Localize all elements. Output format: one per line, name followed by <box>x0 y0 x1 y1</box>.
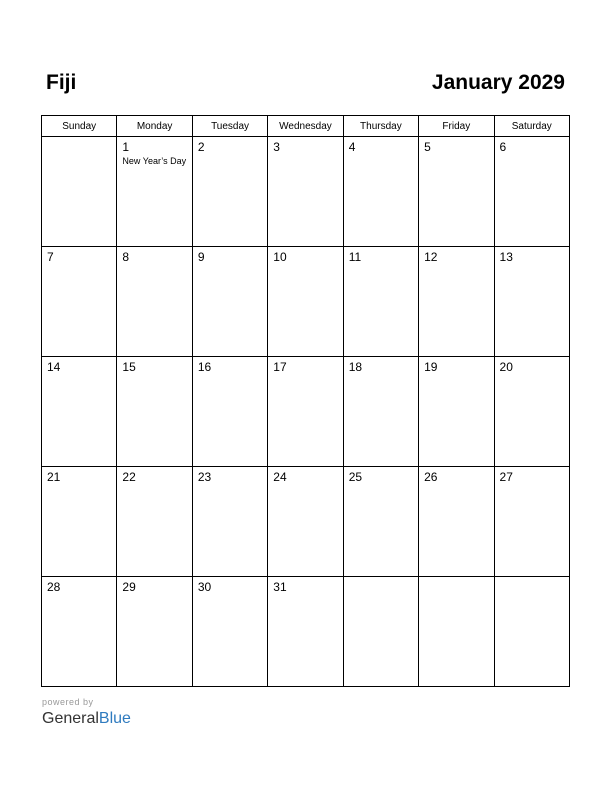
day-number: 31 <box>273 580 287 594</box>
weekday-monday: Monday <box>117 116 192 137</box>
powered-by-label: powered by <box>42 697 94 707</box>
day-cell <box>192 467 267 577</box>
day-cell <box>419 137 494 247</box>
generalblue-logo[interactable] <box>42 709 131 729</box>
weekday-friday: Friday <box>419 116 494 137</box>
day-cell <box>343 137 418 247</box>
day-cell <box>42 467 117 577</box>
month-year-title: January 2029 <box>431 71 565 94</box>
day-cell <box>494 467 569 577</box>
day-number: 13 <box>499 250 513 264</box>
day-number: 7 <box>47 250 54 264</box>
day-number: 16 <box>197 360 212 374</box>
day-cell <box>42 137 117 247</box>
day-cell <box>117 247 192 357</box>
day-number: 3 <box>273 140 280 154</box>
day-cell <box>268 247 343 357</box>
day-cell <box>117 357 192 467</box>
weekday-header-row <box>42 116 570 137</box>
week-row-3 <box>42 357 570 467</box>
day-cell <box>419 577 494 687</box>
day-number: 23 <box>197 470 212 484</box>
day-cell <box>419 247 494 357</box>
day-number: 25 <box>348 470 363 484</box>
day-number: 29 <box>122 580 136 594</box>
day-number: 12 <box>424 250 438 264</box>
day-number: 30 <box>197 580 212 594</box>
weekday-thursday: Thursday <box>343 116 418 137</box>
week-row-4 <box>42 467 570 577</box>
day-cell <box>268 577 343 687</box>
day-cell <box>343 247 418 357</box>
day-number: 11 <box>348 250 362 264</box>
day-number: 4 <box>348 140 356 154</box>
day-cell <box>42 357 117 467</box>
day-cell <box>117 467 192 577</box>
day-number: 19 <box>424 360 438 374</box>
day-number: 8 <box>122 250 130 264</box>
day-cell <box>192 247 267 357</box>
day-number: 28 <box>47 580 61 594</box>
day-cell <box>419 467 494 577</box>
day-cell <box>42 247 117 357</box>
weekday-sunday: Sunday <box>42 116 117 137</box>
day-cell <box>117 577 192 687</box>
day-number: 18 <box>348 360 363 374</box>
week-row-5 <box>42 577 570 687</box>
weekday-tuesday: Tuesday <box>192 116 267 137</box>
country-title: Fiji <box>46 71 77 94</box>
day-cell <box>268 357 343 467</box>
day-cell <box>42 577 117 687</box>
day-number <box>419 577 493 580</box>
day-cell <box>494 137 569 247</box>
day-cell <box>494 247 569 357</box>
day-number: 22 <box>122 470 136 484</box>
day-number: 14 <box>47 360 61 374</box>
day-cell <box>268 467 343 577</box>
day-cell <box>343 467 418 577</box>
day-number: 6 <box>499 140 507 154</box>
weekday-saturday: Saturday <box>494 116 569 137</box>
day-number: 15 <box>122 360 136 374</box>
day-number: 21 <box>47 470 61 484</box>
day-number: 2 <box>197 140 205 154</box>
logo-text-blue: Blue <box>98 710 131 727</box>
day-number: 10 <box>273 250 287 264</box>
day-cell <box>117 137 192 247</box>
day-number: 26 <box>424 470 438 484</box>
week-row-1 <box>42 137 570 247</box>
day-cell <box>343 577 418 687</box>
weekday-wednesday: Wednesday <box>268 116 343 137</box>
week-row-2 <box>42 247 570 357</box>
day-cell <box>192 577 267 687</box>
day-cell <box>419 357 494 467</box>
day-number <box>495 577 569 580</box>
day-cell <box>268 137 343 247</box>
day-cell <box>192 137 267 247</box>
logo-text-general: General <box>42 710 99 727</box>
day-number <box>344 577 418 580</box>
day-cell <box>494 577 569 687</box>
day-cell <box>343 357 418 467</box>
day-cell <box>192 357 267 467</box>
calendar-grid <box>41 115 570 687</box>
day-number: 27 <box>499 470 513 484</box>
day-number: 24 <box>273 470 287 484</box>
day-number: 9 <box>197 250 205 264</box>
day-number: 20 <box>499 360 513 374</box>
day-number: 1 <box>122 140 130 154</box>
day-number: 5 <box>424 140 431 154</box>
holiday-label: New Year’s Day <box>122 156 187 166</box>
day-number: 17 <box>273 360 287 374</box>
day-number <box>42 137 116 140</box>
day-cell <box>494 357 569 467</box>
